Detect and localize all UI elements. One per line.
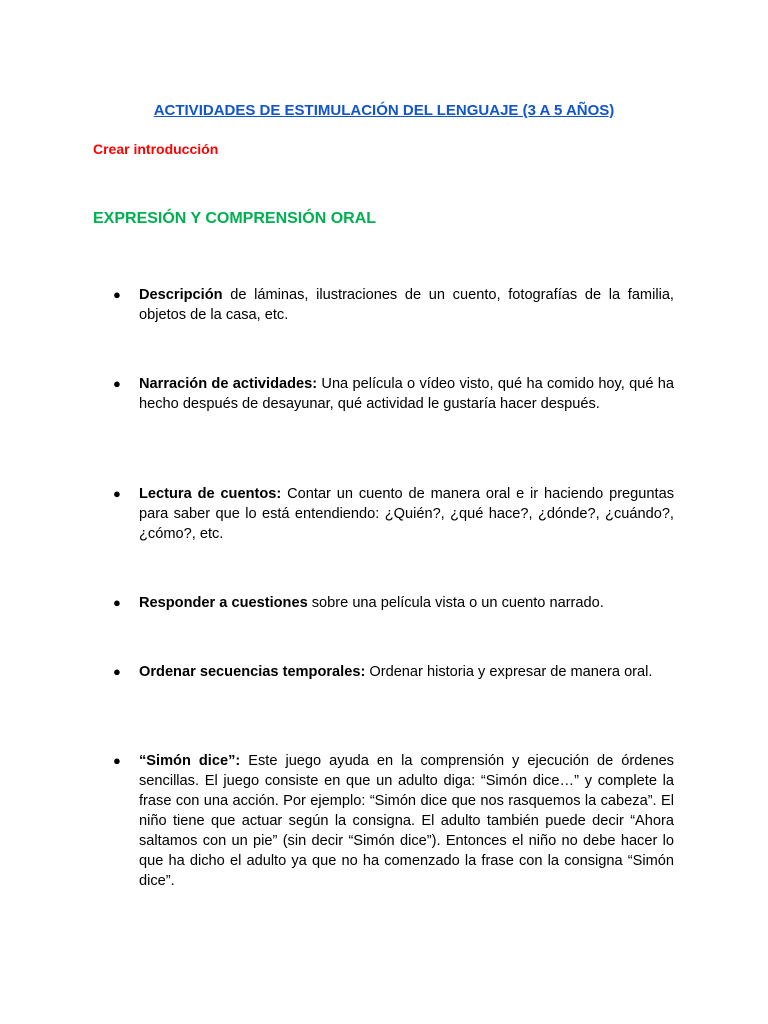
item-description: Una película o vídeo visto, qué ha comido hoy, qué ha hecho después de desayunar, qué actividad le gustaría hacer después. — [139, 376, 674, 412]
bullet-icon: ● — [113, 753, 121, 768]
list-item-text — [139, 285, 674, 325]
bullet-icon: ● — [113, 595, 121, 610]
list-item-responder — [113, 593, 674, 613]
list-item-narracion — [113, 374, 674, 414]
item-description: de láminas, ilustraciones de un cuento, fotografías de la familia, objetos de la casa, etc. — [139, 287, 674, 323]
item-description: Este juego ayuda en la comprensión y ejecución de órdenes sencillas. El juego consiste en que un adulto diga: “Simón dice…” y complete la frase con una acción. Por ejemplo: “Simón dice que nos rasquemos la cabeza”. El niño tiene que actuar según la consigna. El adulto también puede decir “Ahora saltamos con un pie” (sin decir “Simón dice”). Entonces el niño no debe hacer lo que ha dicho el adulto ya que no ha comenzado la frase con la consigna “Simón dice”. — [139, 753, 674, 889]
bullet-icon: ● — [113, 287, 121, 302]
list-item-text — [139, 484, 674, 544]
list-item-text — [139, 662, 674, 682]
item-description: sobre una película vista o un cuento narrado. — [307, 595, 604, 611]
list-item-ordenar — [113, 662, 674, 682]
list-item-simon-dice — [113, 751, 674, 891]
item-term: “Simón dice”: — [139, 753, 241, 769]
item-term: Lectura de cuentos: — [139, 486, 282, 502]
list-item-lectura — [113, 484, 674, 544]
item-term: Narración de actividades: — [139, 376, 318, 392]
list-item-text — [139, 751, 674, 891]
intro-placeholder-note: Crear introducción — [93, 141, 219, 157]
bullet-icon: ● — [113, 376, 121, 391]
bullet-icon: ● — [113, 486, 121, 501]
item-description: Contar un cuento de manera oral e ir haciendo preguntas para saber que lo está entendiendo: ¿Quién?, ¿qué hace?, ¿dónde?, ¿cuándo?, ¿cómo?, etc. — [139, 486, 674, 542]
bullet-icon: ● — [113, 664, 121, 679]
document-title: ACTIVIDADES DE ESTIMULACIÓN DEL LENGUAJE (3 A 5 AÑOS) — [153, 102, 615, 119]
item-term: Responder a cuestiones — [139, 595, 308, 611]
list-item-text — [139, 374, 674, 414]
list-item-text — [139, 593, 674, 613]
list-item-descripcion — [113, 285, 674, 325]
item-term: Ordenar secuencias temporales: — [139, 664, 366, 680]
section-heading: EXPRESIÓN Y COMPRENSIÓN ORAL — [93, 210, 377, 227]
item-term: Descripción — [139, 287, 223, 303]
item-description: Ordenar historia y expresar de manera oral. — [365, 664, 653, 680]
